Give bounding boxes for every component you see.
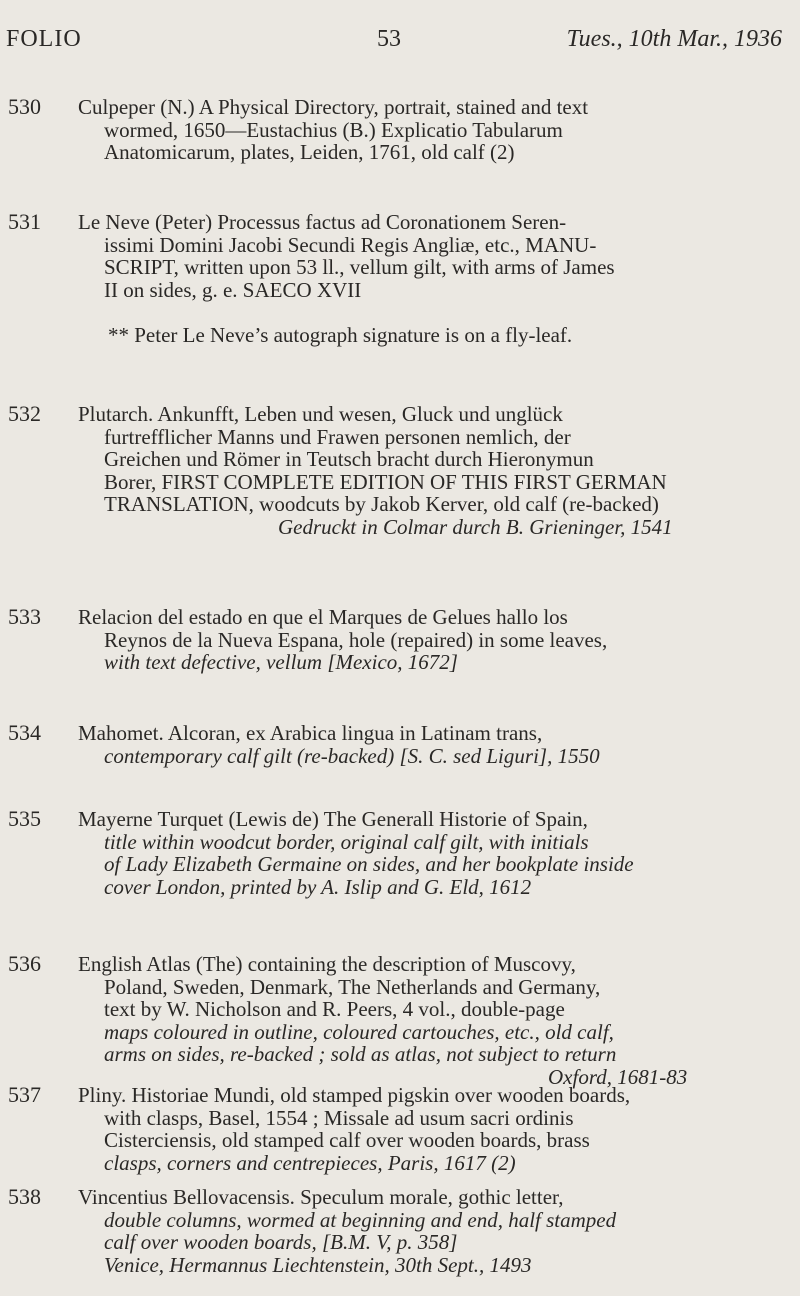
lot-number: 535 [8,806,41,831]
lot-line: Pliny. Historiae Mundi, old stamped pigskin over wooden boards, [78,1083,631,1107]
lot-number: 533 [8,604,41,629]
lot-number: 532 [8,401,41,426]
lot-line: clasps, corners and centrepieces, Paris, 1617 (2) [104,1150,516,1175]
lot-line: Relacion del estado en que el Marques de Gelues hallo los [78,605,568,629]
lot-line: of Lady Elizabeth Germaine on sides, and her bookplate inside [104,852,634,876]
lot-line: English Atlas (The) containing the description of Muscovy, [78,952,576,976]
lot-number: 538 [8,1184,41,1209]
lot-line: Poland, Sweden, Denmark, The Netherlands and Germany, [104,974,601,999]
lot-line: Vincentius Bellovacensis. Speculum morale, gothic letter, [78,1185,564,1209]
lot-number: 534 [8,720,41,745]
lot-line: Reynos de la Nueva Espana, hole (repaired) in some leaves, [104,627,608,652]
lot-line: text by W. Nicholson and R. Peers, 4 vol., double-page [104,997,565,1021]
lot-description [78,606,782,674]
lot-description [78,1186,782,1276]
lot-line: Mayerne Turquet (Lewis de) The Generall Historie of Spain, [78,807,588,831]
lot-line: Cisterciensis, old stamped calf over wooden boards, brass [104,1128,590,1152]
page-header [0,26,800,56]
lot-line: title within woodcut border, original calf gilt, with initials [104,829,589,854]
lot-line: SCRIPT, written upon 53 ll., vellum gilt, with arms of James [104,255,615,279]
lot-line: furtrefflicher Manns und Frawen personen nemlich, der [104,424,571,449]
lot-line: with text defective, vellum [Mexico, 1672] [104,650,458,674]
lot-number: 530 [8,94,41,119]
lot-description [78,1084,782,1174]
lot-line: Culpeper (N.) A Physical Directory, portrait, stained and text [78,95,589,119]
lot-line: Venice, Hermannus Liechtenstein, 30th Sept., 1493 [104,1252,532,1277]
lot-line: issimi Domini Jacobi Secundi Regis Angliæ, etc., MANU- [104,232,597,257]
lot-description [78,722,782,767]
lot-line: Mahomet. Alcoran, ex Arabica lingua in Latinam trans, [78,721,543,745]
page-number: 53 [377,26,401,52]
lot-number: 531 [8,209,41,234]
lot-line: II on sides, g. e. SAECO XVII [104,277,362,302]
lot-description [78,403,782,538]
lot-number: 536 [8,951,41,976]
sale-date: Tues., 10th Mar., 1936 [566,26,782,52]
lot-description [78,953,782,1088]
lot-line: cover London, printed by A. Islip and G. Eld, 1612 [104,874,532,899]
lot-line: maps coloured in outline, coloured cartouches, etc., old calf, [104,1019,614,1044]
lot-line: with clasps, Basel, 1554 ; Missale ad usum sacri ordinis [104,1105,574,1130]
lot-line: double columns, wormed at beginning and end, half stamped [104,1207,617,1232]
lot-description [78,211,782,301]
lot-line: TRANSLATION, woodcuts by Jakob Kerver, old calf (re-backed) [104,492,659,516]
lot-line: Borer, FIRST COMPLETE EDITION OF THIS FIRST GERMAN [104,469,667,494]
lot-line: wormed, 1650—Eustachius (B.) Explicatio Tabularum [104,117,563,142]
lot-line: Greichen und Römer in Teutsch bracht durch Hieronymun [104,447,594,471]
lot-line: Le Neve (Peter) Processus factus ad Coronationem Seren- [78,210,567,234]
lot-line: calf over wooden boards, [B.M. V, p. 358] [104,1230,458,1254]
lot-number: 537 [8,1082,41,1107]
lot-line: Plutarch. Ankunfft, Leben und wesen, Gluck und unglück [78,402,563,426]
lot-description [78,808,782,898]
lot-description [78,96,782,164]
lot-531-note: ** Peter Le Neve’s autograph signature is on a fly-leaf. [108,323,573,347]
lot-line: contemporary calf gilt (re-backed) [S. C. sed Liguri], 1550 [104,743,600,768]
lot-line: Gedruckt in Colmar durch B. Grieninger, 1541 [278,514,673,539]
folio-label: FOLIO [6,26,82,52]
lot-line: arms on sides, re-backed ; sold as atlas, not subject to return [104,1042,617,1066]
lot-line: Anatomicarum, plates, Leiden, 1761, old calf (2) [104,140,515,164]
lot-line: Oxford, 1681-83 [548,1064,688,1089]
